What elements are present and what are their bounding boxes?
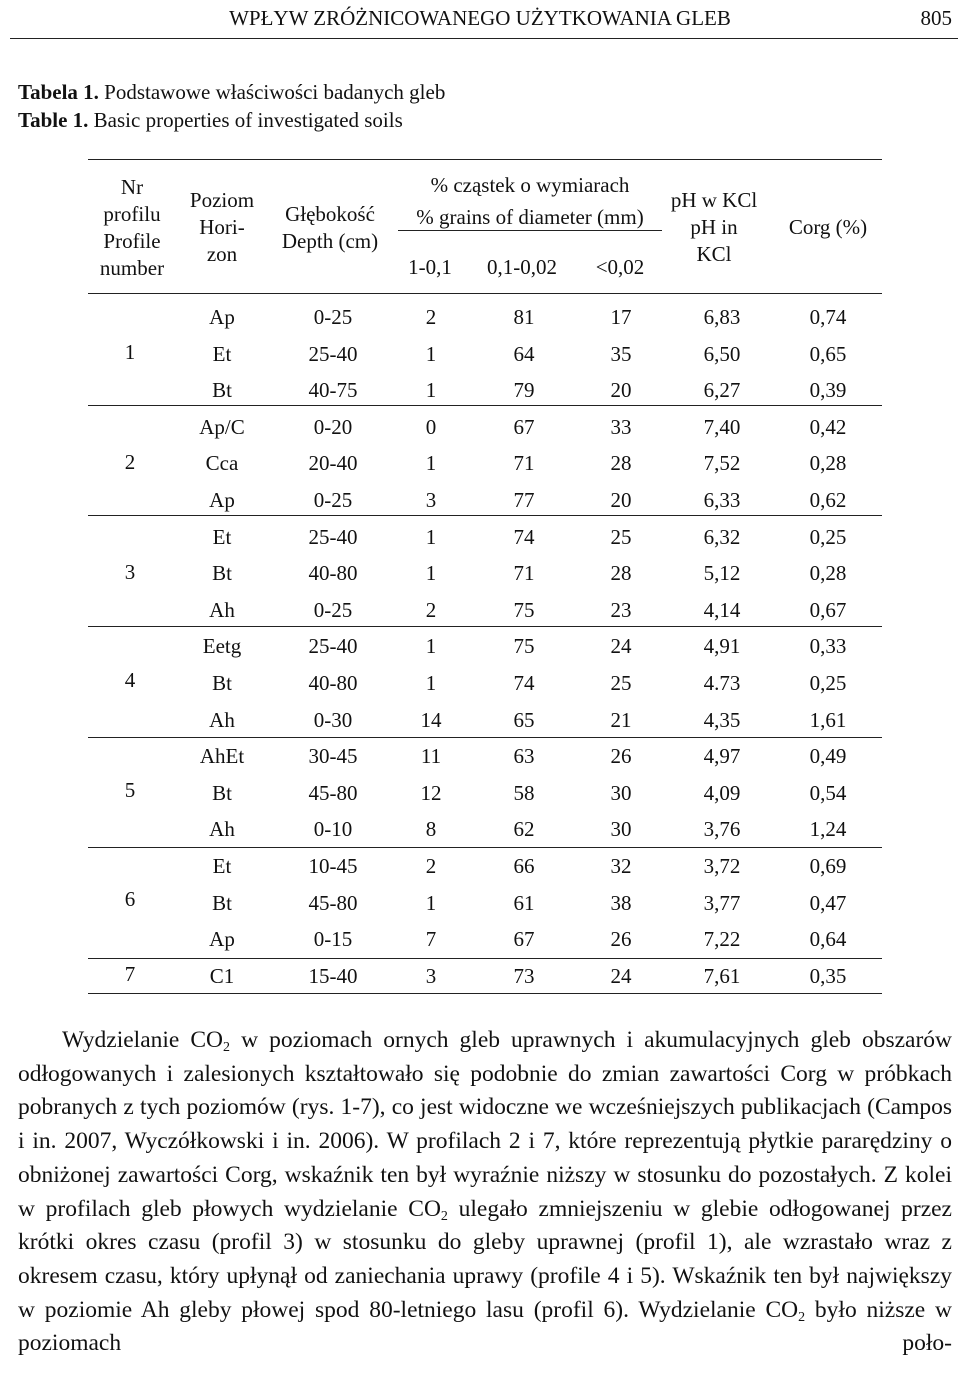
horizon-cell: Ap — [209, 927, 235, 952]
group-separator-rule — [88, 405, 882, 406]
table-cell: 21 — [610, 707, 632, 732]
table-cell: 23 — [610, 597, 632, 622]
caption-en-text: Basic properties of investigated soils — [88, 108, 403, 132]
header-line: KCl — [696, 242, 732, 266]
page-number: 805 — [920, 6, 952, 30]
table-cell: 15-40 — [308, 963, 358, 988]
horizon-cell: Bt — [212, 671, 232, 695]
table-cell: 3 — [425, 963, 437, 988]
table-cell: 33 — [610, 414, 632, 439]
subscript: 2 — [440, 1208, 448, 1224]
horizon-cell: Ah — [209, 817, 235, 842]
table-cell: 1 — [425, 524, 437, 549]
table-cell: 0,62 — [809, 488, 847, 512]
table-cell: 0,28 — [809, 561, 847, 586]
horizon-cell: Bt — [212, 378, 232, 403]
group-separator-rule — [88, 515, 882, 516]
table-cell: 0-25 — [313, 305, 353, 329]
table-cell: 67 — [513, 414, 535, 439]
table-cell: 11 — [420, 744, 442, 769]
table-cell: 1 — [425, 561, 437, 586]
table-cell: 71 — [513, 451, 535, 476]
header-line: Depth (cm) — [281, 229, 379, 253]
running-head — [0, 4, 960, 34]
table-cell: 4,09 — [703, 780, 741, 805]
header-line: Nr — [120, 175, 144, 199]
column-header-fraction-3: <0,02 — [595, 255, 645, 279]
table-cell: 4,97 — [703, 744, 741, 769]
table-cell: 40-75 — [308, 378, 358, 403]
caption-pl-text: Podstawowe właściwości badanych gleb — [98, 80, 446, 104]
profile-number: 1 — [124, 340, 136, 364]
table-cell: 75 — [513, 597, 535, 622]
group-separator-rule — [88, 626, 882, 627]
table-cell: 81 — [513, 305, 535, 329]
table-cell: 3,72 — [703, 854, 741, 878]
table-cell: 20 — [610, 378, 632, 403]
table-cell: 2 — [425, 305, 437, 329]
table-cell: 0,49 — [809, 744, 847, 769]
table-cell: 26 — [610, 927, 632, 952]
header-line: % grains of diameter (mm) — [416, 205, 644, 229]
table-cell: 6,27 — [703, 378, 741, 403]
header-line: pH in — [690, 215, 738, 239]
horizon-cell: Et — [212, 524, 232, 549]
table-cell: 1,61 — [809, 707, 847, 732]
table-cell: 62 — [513, 817, 535, 842]
table-cell: 30 — [610, 817, 632, 842]
body-text-segment: Wydzielanie CO — [62, 1027, 224, 1053]
table-cell: 0,69 — [809, 854, 847, 878]
table-cell: 0,39 — [809, 378, 847, 403]
table-cell: 0,64 — [809, 927, 847, 952]
profile-number: 7 — [124, 962, 136, 986]
header-line: Poziom — [189, 188, 255, 212]
header-line: pH w KCl — [670, 188, 758, 212]
table-cell: 10-45 — [308, 854, 358, 878]
table-cell: 20 — [610, 488, 632, 512]
table-top-rule — [88, 159, 882, 160]
horizon-cell: Ap — [209, 488, 235, 512]
horizon-cell: Eetg — [202, 634, 242, 659]
group-separator-rule — [88, 958, 882, 959]
grains-header-rule — [398, 230, 662, 231]
table-cell: 0,74 — [809, 305, 847, 329]
table-cell: 20-40 — [308, 451, 358, 476]
table-cell: 0,42 — [809, 414, 847, 439]
horizon-cell: Et — [212, 341, 232, 366]
table-cell: 25-40 — [308, 524, 358, 549]
table-cell: 1 — [425, 341, 437, 366]
table-cell: 0,65 — [809, 341, 847, 366]
caption-en-label: Table 1. — [18, 108, 89, 132]
table-cell: 25-40 — [308, 341, 358, 366]
column-header-fraction-1: 1-0,1 — [408, 255, 452, 279]
table-cell: 0,25 — [809, 524, 847, 549]
table-cell: 74 — [513, 524, 535, 549]
table-cell: 24 — [610, 963, 632, 988]
caption-pl-label: Tabela 1. — [18, 80, 99, 104]
table-cell: 75 — [513, 634, 535, 659]
table-cell: 1 — [425, 451, 437, 476]
table-cell: 12 — [420, 780, 442, 805]
table-cell: 7,22 — [703, 927, 741, 952]
table-cell: 0,28 — [809, 451, 847, 476]
horizon-cell: Bt — [212, 780, 232, 805]
table-cell: 7 — [425, 927, 437, 952]
table-cell: 1 — [425, 634, 437, 659]
profile-number: 5 — [124, 778, 136, 802]
body-text-segment: było niższe w poziomach poło- — [18, 1296, 952, 1357]
table-cell: 0-15 — [313, 927, 353, 952]
table-cell: 4,14 — [703, 597, 741, 622]
table-cell: 0-25 — [313, 488, 353, 512]
running-title: WPŁYW ZRÓŻNICOWANEGO UŻYTKOWANIA GLEB — [229, 6, 731, 30]
header-line: profilu — [103, 202, 161, 226]
table-cell: 1 — [425, 671, 437, 695]
subscript: 2 — [798, 1309, 806, 1325]
horizon-cell: Ap — [209, 305, 235, 329]
table-cell: 6,50 — [703, 341, 741, 366]
horizon-cell: Et — [212, 854, 232, 878]
body-text-segment: w poziomach ornych gleb uprawnych i akumulacyjnych gleb obszarów odłogowanych i zalesionych kształtowało się podobnie do zmian zawartości Corg w próbkach pobranych z tych poziomów (rys. 1-7), co jest widoczne we wcześniejszych publikacjach (Campos i in. 2007, Wyczółkowski i in. 2006). W profilach 2 i 7, które reprezentują płytkie pararędziny o obniżonej zawartości Corg, wskaźnik ten był wyraźnie niższy w stosunku do pozostałych. Z kolei w profilach gleb płowych wydzielanie CO — [18, 1027, 952, 1222]
table-cell: 7,40 — [703, 414, 741, 439]
table-cell: 7,61 — [703, 963, 741, 988]
table-cell: 2 — [425, 854, 437, 878]
table-cell: 6,32 — [703, 524, 741, 549]
table-cell: 64 — [513, 341, 535, 366]
table-cell: 8 — [425, 817, 437, 842]
table-cell: 4.73 — [703, 671, 741, 695]
table-cell: 66 — [513, 854, 535, 878]
table-cell: 1 — [425, 890, 437, 915]
table-cell: 0,54 — [809, 780, 847, 805]
table-cell: 0-20 — [313, 414, 353, 439]
body-text-segment: ulegało zmniejszeniu w glebie odłogowanej przez krótki okres czasu (profil 3) w stosunku do gleby uprawnej (profil 1), ale wzrastało wraz z okresem czasu, który upłynął od zaniechania uprawy (profile 4 i 5). Wskaźnik ten był największy w poziomie Ah gleby płowej spod 80-letniego lasu (profil 6). Wydzielanie CO — [18, 1195, 952, 1323]
table-cell: 24 — [610, 634, 632, 659]
paragraph — [18, 1024, 952, 1361]
table-cell: 17 — [610, 305, 632, 329]
column-header-depth — [266, 201, 394, 255]
table-cell: 45-80 — [308, 890, 358, 915]
column-header-profile — [82, 174, 182, 282]
table-cell: 0,25 — [809, 671, 847, 695]
horizon-cell: C1 — [209, 963, 235, 988]
table-cell: 71 — [513, 561, 535, 586]
table-cell: 7,52 — [703, 451, 741, 476]
table-cell: 6,33 — [703, 488, 741, 512]
table-cell: 25 — [610, 524, 632, 549]
table-cell: 2 — [425, 597, 437, 622]
table-cell: 26 — [610, 744, 632, 769]
header-line: % cząstek o wymiarach — [430, 173, 630, 197]
table-caption-en — [18, 108, 403, 133]
table-cell: 4,91 — [703, 634, 741, 659]
header-line: Hori- — [199, 215, 245, 239]
table-cell: 3,76 — [703, 817, 741, 842]
table-cell: 1,24 — [809, 817, 847, 842]
table-cell: 65 — [513, 707, 535, 732]
table-cell: 40-80 — [308, 561, 358, 586]
table-cell: 28 — [610, 451, 632, 476]
table-cell: 38 — [610, 890, 632, 915]
header-line: number — [99, 256, 165, 280]
horizon-cell: AhEt — [199, 744, 245, 769]
table-cell: 0,47 — [809, 890, 847, 915]
horizon-cell: Ah — [209, 707, 235, 732]
table-caption-pl — [18, 80, 445, 105]
table-cell: 6,83 — [703, 305, 741, 329]
table-cell: 14 — [420, 707, 442, 732]
table-cell: 0-10 — [313, 817, 353, 842]
group-separator-rule — [88, 737, 882, 738]
column-header-ph — [664, 187, 764, 268]
column-header-corg: Corg (%) — [788, 215, 868, 239]
profile-number: 2 — [124, 450, 136, 474]
column-header-grains — [398, 169, 662, 233]
table-cell: 45-80 — [308, 780, 358, 805]
table-cell: 3 — [425, 488, 437, 512]
horizon-cell: Ap/C — [199, 414, 245, 439]
table-cell: 28 — [610, 561, 632, 586]
table-cell: 79 — [513, 378, 535, 403]
header-line: zon — [206, 242, 238, 266]
table-cell: 30-45 — [308, 744, 358, 769]
subscript: 2 — [223, 1040, 231, 1055]
table-cell: 30 — [610, 780, 632, 805]
column-header-fraction-2: 0,1-0,02 — [487, 255, 557, 279]
table-cell: 73 — [513, 963, 535, 988]
table-cell: 4,35 — [703, 707, 741, 732]
table-cell: 0,35 — [809, 963, 847, 988]
table-cell: 61 — [513, 890, 535, 915]
table-cell: 32 — [610, 854, 632, 878]
profile-number: 4 — [124, 668, 136, 692]
table-bottom-rule — [88, 993, 882, 994]
table-cell: 3,77 — [703, 890, 741, 915]
horizon-cell: Cca — [205, 451, 239, 476]
table-cell: 0,67 — [809, 597, 847, 622]
table-cell: 0-25 — [313, 597, 353, 622]
column-header-horizon — [172, 187, 272, 268]
table-cell: 25-40 — [308, 634, 358, 659]
table-cell: 0 — [425, 414, 437, 439]
header-line: Profile — [103, 229, 161, 253]
header-line: Głębokość — [285, 202, 375, 226]
table-cell: 67 — [513, 927, 535, 952]
table-cell: 74 — [513, 671, 535, 695]
table-cell: 77 — [513, 488, 535, 512]
table-cell: 0-30 — [313, 707, 353, 732]
table-cell: 1 — [425, 378, 437, 403]
profile-number: 6 — [124, 887, 136, 911]
header-bottom-rule — [88, 293, 882, 294]
table-cell: 63 — [513, 744, 535, 769]
profile-number: 3 — [124, 560, 136, 584]
table-cell: 58 — [513, 780, 535, 805]
table-cell: 35 — [610, 341, 632, 366]
table-cell: 5,12 — [703, 561, 741, 586]
table-cell: 25 — [610, 671, 632, 695]
horizon-cell: Bt — [212, 561, 232, 586]
body-paragraph — [18, 1024, 952, 1361]
group-separator-rule — [88, 847, 882, 848]
table-cell: 0,33 — [809, 634, 847, 659]
header-rule — [10, 38, 958, 39]
table-cell: 40-80 — [308, 671, 358, 695]
horizon-cell: Bt — [212, 890, 232, 915]
horizon-cell: Ah — [209, 597, 235, 622]
